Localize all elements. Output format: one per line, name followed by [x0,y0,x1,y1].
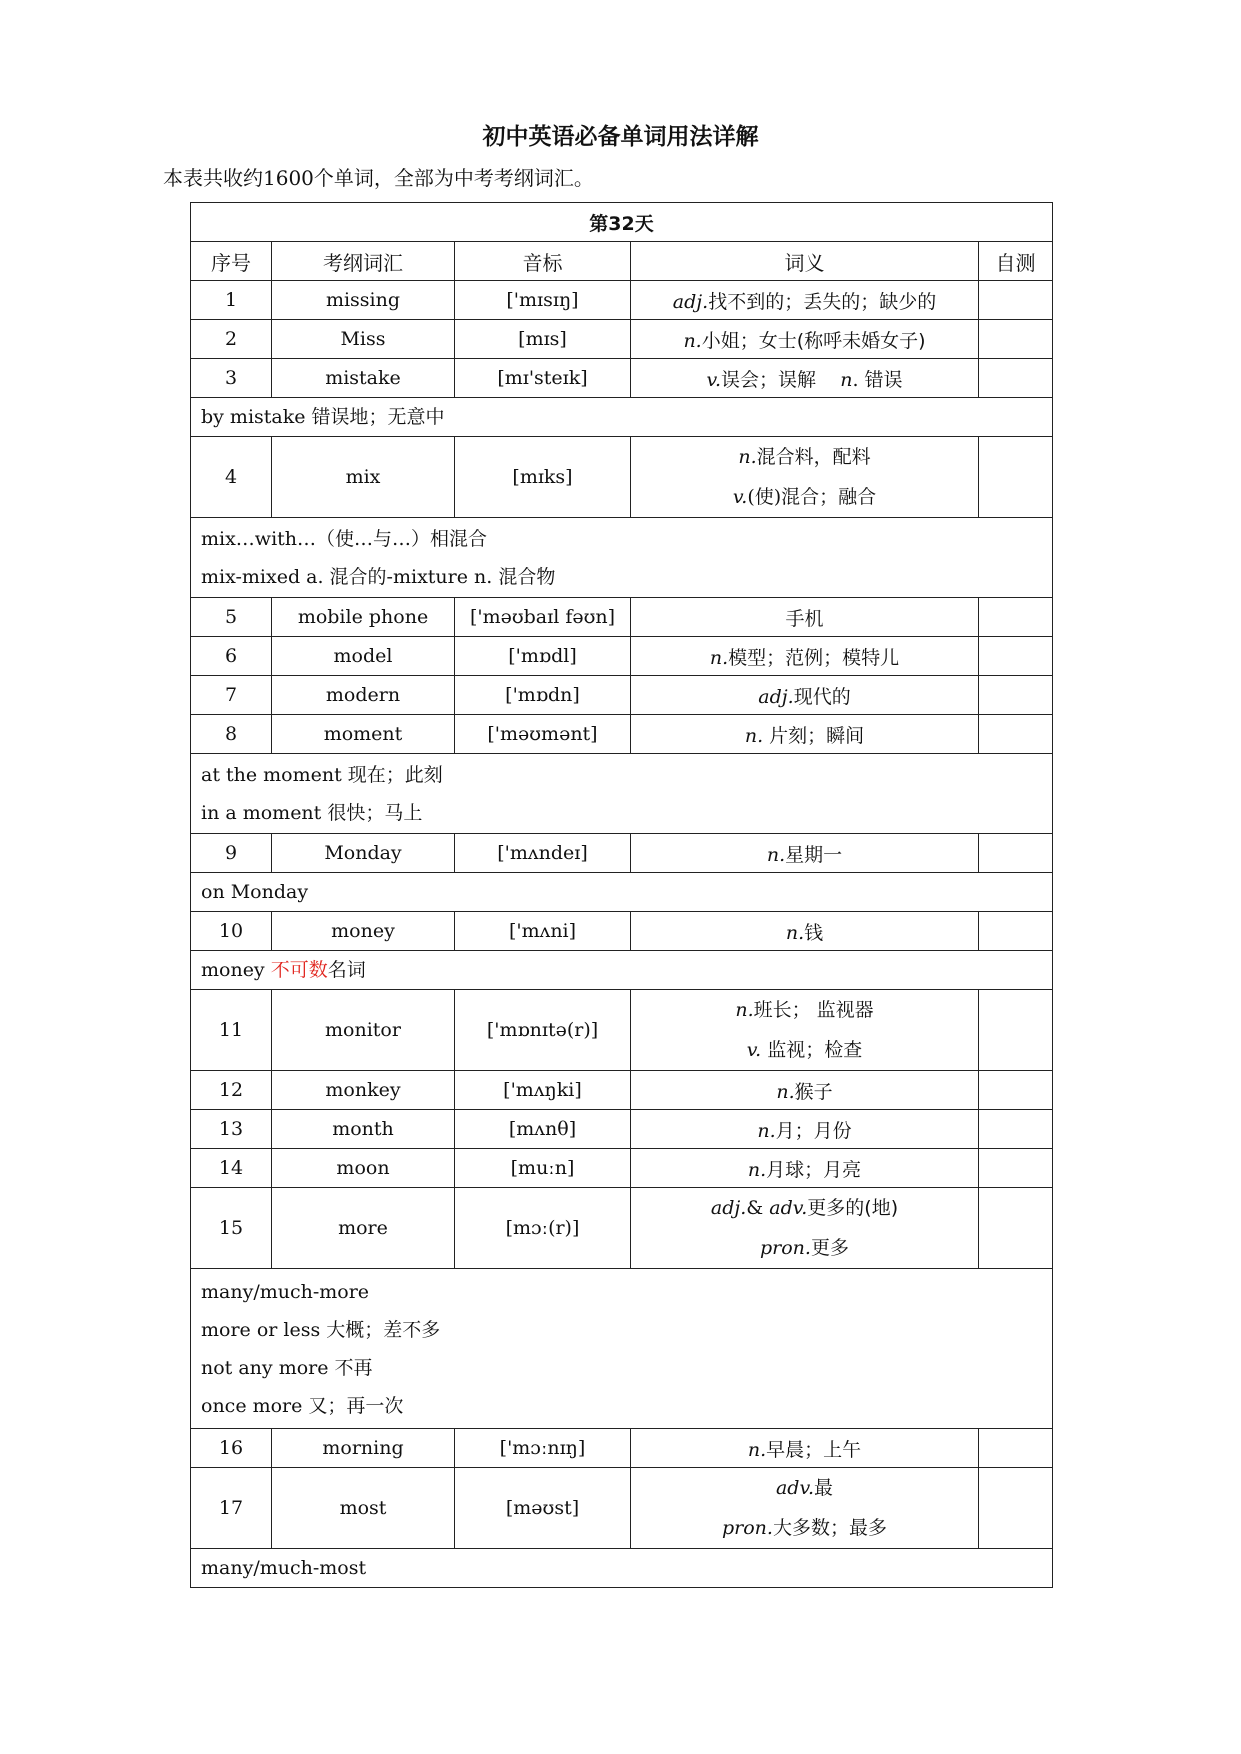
usage-note [191,1549,1053,1588]
row-meaning [631,1071,979,1110]
row-ipa: ['mɒnɪtə(r)] [455,990,631,1071]
header-meaning: 词义 [631,242,979,281]
self-test-cell [979,1149,1053,1188]
part-of-speech-2: v. [746,1039,762,1061]
self-test-cell [979,834,1053,873]
row-number: 17 [191,1468,272,1549]
row-number: 6 [191,637,272,676]
row-number: 15 [191,1188,272,1269]
meaning-text: 月球；月亮 [766,1158,862,1181]
self-test-cell [979,1071,1053,1110]
meaning-text: 最 [814,1477,834,1499]
part-of-speech: adj. [710,1197,747,1219]
usage-line: in a moment 很快；马上 [201,801,423,824]
row-word: missing [272,281,455,320]
table-row [191,637,1053,676]
row-ipa: [mɔː(r)] [455,1188,631,1269]
row-number: 14 [191,1149,272,1188]
row-meaning [631,598,979,637]
meaning-line [641,1468,968,1508]
usage-note-row [191,518,1053,598]
vocab-table [190,202,1053,1588]
meaning-extra: (地) [864,1197,899,1219]
table-row [191,834,1053,873]
row-meaning [631,1429,979,1468]
row-number: 16 [191,1429,272,1468]
usage-text: 名词 [327,959,366,981]
usage-note-row [191,1269,1053,1429]
self-test-cell [979,320,1053,359]
part-of-speech: n. [735,999,754,1021]
row-number: 3 [191,359,272,398]
header-word: 考纲词汇 [272,242,455,281]
meaning-text: 手机 [785,607,824,630]
row-meaning [631,1110,979,1149]
meaning-text: 猴子 [794,1080,833,1103]
row-number: 4 [191,437,272,518]
usage-line: at the moment 现在；此刻 [201,763,443,786]
row-meaning [631,1149,979,1188]
meaning-text-2: 大多数；最多 [772,1517,887,1539]
table-row [191,1149,1053,1188]
usage-note [191,398,1053,437]
row-ipa: [mɪks] [455,437,631,518]
row-number: 5 [191,598,272,637]
part-of-speech: n. [709,646,729,669]
row-number: 13 [191,1110,272,1149]
highlight-text: 不可数 [270,959,328,981]
row-ipa: ['mʌndeɪ] [455,834,631,873]
row-word: monkey [272,1071,455,1110]
row-number: 1 [191,281,272,320]
usage-line: on Monday [201,881,309,903]
row-word: monitor [272,990,455,1071]
usage-line: more or less 大概；差不多 [201,1318,441,1341]
row-meaning [631,359,979,398]
part-of-speech: adv. [775,1477,814,1499]
usage-line: many/much-most [201,1557,367,1579]
meaning-text: 更多的 [807,1197,865,1219]
table-row [191,320,1053,359]
usage-line [201,951,1042,989]
meaning-line [641,990,968,1030]
usage-note [191,951,1053,990]
part-of-speech: n. [757,1119,776,1142]
header-no: 序号 [191,242,272,281]
row-meaning [631,715,979,754]
self-test-cell [979,715,1053,754]
self-test-cell [979,1110,1053,1149]
row-meaning [631,912,979,951]
part-of-speech-2: n [840,368,853,391]
meaning-line [641,1228,968,1268]
self-test-cell [979,281,1053,320]
part-of-speech-alt: adv. [769,1197,808,1219]
table-row [191,1429,1053,1468]
part-of-speech-2: pron. [760,1237,811,1259]
meaning-text-2: 更多 [810,1237,849,1259]
table-row [191,1071,1053,1110]
part-of-speech-2: v. [732,486,748,508]
row-meaning [631,676,979,715]
row-word: money [272,912,455,951]
usage-note [191,518,1053,598]
row-word: month [272,1110,455,1149]
table-row [191,598,1053,637]
meaning-line [641,437,968,477]
self-test-cell [979,676,1053,715]
self-test-cell [979,1188,1053,1269]
table-row [191,676,1053,715]
header-row [191,242,1053,281]
row-word: more [272,1188,455,1269]
row-ipa: [mɪs] [455,320,631,359]
part-of-speech: adj. [672,290,709,313]
row-meaning [631,637,979,676]
row-meaning [631,1468,979,1549]
meaning-text: 找不到的；丢失的；缺少的 [708,290,937,313]
usage-note-row [191,1549,1053,1588]
self-test-cell [979,912,1053,951]
table-row [191,912,1053,951]
row-number: 2 [191,320,272,359]
usage-note-row [191,873,1053,912]
row-word: model [272,637,455,676]
usage-note-row [191,398,1053,437]
row-ipa: ['mɒdn] [455,676,631,715]
meaning-text: 小姐；女士 [701,329,797,352]
row-meaning [631,834,979,873]
table-row [191,1110,1053,1149]
meaning-text: 星期一 [785,843,843,866]
usage-line: mix-mixed a. 混合的-mixture n. 混合物 [201,565,556,588]
part-of-speech: n. [683,329,702,352]
part-of-speech: n. [744,724,764,747]
usage-line: once more 又；再一次 [201,1394,404,1417]
meaning-text: 早晨；上午 [766,1438,862,1461]
usage-note [191,1269,1053,1429]
meaning-text: 现代的 [793,685,851,708]
row-ipa: ['məʊmənt] [455,715,631,754]
row-ipa: [muːn] [455,1149,631,1188]
row-ipa: ['mʌni] [455,912,631,951]
row-ipa: ['mʌŋki] [455,1071,631,1110]
table-row [191,359,1053,398]
part-of-speech: v. [706,368,721,391]
header-self-test: 自测 [979,242,1053,281]
table-row [191,715,1053,754]
meaning-line [641,1508,968,1548]
self-test-cell [979,437,1053,518]
meaning-text: 误会；误解 [721,368,817,391]
usage-line: by mistake 错误地；无意中 [201,406,445,428]
row-meaning [631,320,979,359]
row-word: Monday [272,834,455,873]
self-test-cell [979,990,1053,1071]
part-of-speech: n. [747,1158,767,1181]
part-of-speech: n. [785,921,805,944]
day-title: 第32天 [191,203,1053,242]
row-number: 8 [191,715,272,754]
intro-text: 本表共收约1600个单词，全部为中考考纲词汇。 [163,166,594,190]
row-word: mistake [272,359,455,398]
row-ipa: ['mɪsɪŋ] [455,281,631,320]
row-number: 7 [191,676,272,715]
self-test-cell [979,637,1053,676]
part-of-speech: adj. [758,685,794,708]
row-number: 11 [191,990,272,1071]
row-word: most [272,1468,455,1549]
meaning-text: 模型；范例；模特儿 [728,646,900,669]
row-meaning [631,437,979,518]
part-of-speech: n. [776,1080,795,1103]
row-ipa: ['mɔːnɪŋ] [455,1429,631,1468]
usage-line: mix…with…（使…与…）相混合 [201,527,488,550]
row-meaning [631,281,979,320]
meaning-text-2: (使)混合；融合 [747,486,877,508]
row-meaning [631,1188,979,1269]
usage-note [191,754,1053,834]
part-of-speech: n. [738,446,757,468]
self-test-cell [979,1429,1053,1468]
meaning-text: 片刻；瞬间 [763,724,865,747]
self-test-cell [979,1468,1053,1549]
row-ipa: ['məʊbaɪl fəʊn] [455,598,631,637]
table-row [191,437,1053,518]
row-word: moment [272,715,455,754]
meaning-text: 月；月份 [775,1119,852,1142]
table-row [191,281,1053,320]
row-word: modern [272,676,455,715]
row-word: morning [272,1429,455,1468]
header-ipa: 音标 [455,242,631,281]
meaning-extra: (称呼未婚女子) [796,329,926,352]
meaning-text-2: 监视；检查 [761,1039,863,1061]
meaning-text: 钱 [804,921,824,944]
row-number: 9 [191,834,272,873]
row-ipa: [mɪ'steɪk] [455,359,631,398]
meaning-line [641,1030,968,1070]
part-of-speech: n. [747,1438,767,1461]
row-word: mobile phone [272,598,455,637]
meaning-text-2: . 错误 [852,368,903,391]
table-row [191,1188,1053,1269]
row-word: moon [272,1149,455,1188]
document-title: 初中英语必备单词用法详解 [482,123,759,150]
usage-text: money [201,959,271,981]
usage-note-row [191,754,1053,834]
row-number: 10 [191,912,272,951]
table-row [191,1468,1053,1549]
usage-line: not any more 不再 [201,1356,373,1379]
self-test-cell [979,598,1053,637]
part-of-speech: n. [766,843,786,866]
row-word: Miss [272,320,455,359]
usage-line: many/much-more [201,1280,370,1303]
row-ipa: [məʊst] [455,1468,631,1549]
meaning-line [641,1188,968,1228]
meaning-text: 混合料，配料 [756,446,871,468]
meaning-joiner: & [746,1197,770,1219]
row-meaning [631,990,979,1071]
self-test-cell [979,359,1053,398]
row-number: 12 [191,1071,272,1110]
table-row [191,990,1053,1071]
row-ipa: [mʌnθ] [455,1110,631,1149]
meaning-line [641,477,968,517]
row-word: mix [272,437,455,518]
day-title-row [191,203,1053,242]
row-ipa: ['mɒdl] [455,637,631,676]
part-of-speech-2: pron. [722,1517,773,1539]
usage-note-row [191,951,1053,990]
usage-note [191,873,1053,912]
meaning-text: 班长； 监视器 [753,999,874,1021]
